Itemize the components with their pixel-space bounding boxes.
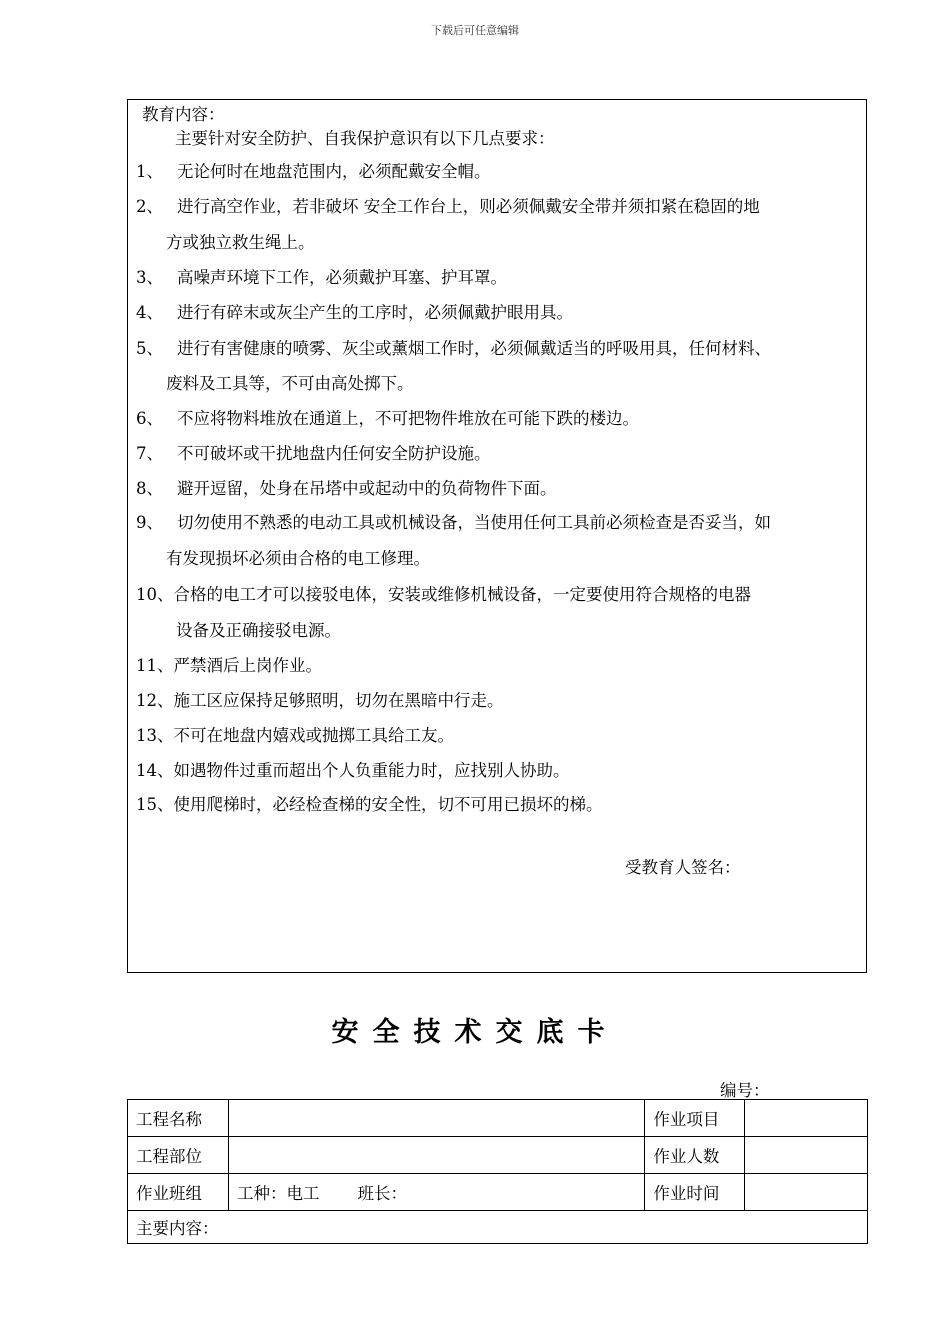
list-item	[136, 585, 751, 605]
item-number: 11、	[136, 656, 174, 675]
list-item	[136, 409, 639, 429]
card-title: 安全技术交底卡	[331, 1017, 619, 1048]
number-label: 编号：	[720, 1081, 770, 1100]
list-item	[136, 268, 507, 288]
worker-count-field[interactable]	[745, 1137, 868, 1174]
item-number: 5、	[136, 339, 163, 358]
item-text: 不可在地盘内嬉戏或抛掷工具给工友。	[173, 726, 454, 745]
list-item	[136, 162, 491, 182]
list-item	[136, 513, 771, 533]
table-row	[128, 1137, 868, 1174]
project-name-field[interactable]	[228, 1100, 644, 1137]
education-intro: 主要针对安全防护、自我保护意识有以下几点要求：	[175, 129, 555, 148]
item-number: 4、	[136, 303, 163, 322]
project-name-label: 工程名称	[128, 1100, 229, 1137]
list-item	[136, 761, 570, 781]
main-content-label: 主要内容：	[136, 1219, 219, 1238]
item-number: 7、	[136, 444, 163, 463]
item-number: 9、	[136, 513, 163, 532]
item-text: 如遇物件过重而超出个人负重能力时，应找别人协助。	[173, 761, 570, 780]
item-text: 合格的电工才可以接驳电体，安装或维修机械设备，一定要使用符合规格的电器	[173, 585, 751, 604]
item-text: 进行高空作业，若非破坏 安全工作台上，则必须佩戴安全带并须扣紧在稳固的地	[177, 197, 760, 216]
education-title: 教育内容：	[142, 105, 225, 124]
team-leader-label: 班长：	[357, 1184, 407, 1203]
item-continuation: 有发现损坏必须由合格的电工修理。	[166, 549, 430, 568]
item-text: 不可破坏或干扰地盘内任何安全防护设施。	[177, 444, 491, 463]
header-note: 下载后可任意编辑	[431, 24, 519, 37]
item-number: 12、	[136, 691, 174, 710]
item-number: 2、	[136, 197, 163, 216]
table-row	[128, 1100, 868, 1137]
main-content-field[interactable]	[128, 1211, 868, 1244]
item-text: 使用爬梯时，必经检查梯的安全性，切不可用已损坏的梯。	[173, 795, 603, 814]
table-row	[128, 1211, 868, 1244]
item-text: 不应将物料堆放在通道上，不可把物件堆放在可能下跌的楼边。	[177, 409, 639, 428]
list-item	[136, 656, 322, 676]
work-time-label: 作业时间	[645, 1174, 745, 1211]
item-text: 施工区应保持足够照明，切勿在黑暗中行走。	[173, 691, 504, 710]
list-item	[136, 795, 603, 815]
item-continuation: 废料及工具等，不可由高处掷下。	[166, 374, 414, 393]
worker-count-label: 作业人数	[645, 1137, 745, 1174]
item-number: 6、	[136, 409, 163, 428]
item-text: 严禁酒后上岗作业。	[173, 656, 322, 675]
trade-text: 工种：电工	[236, 1184, 320, 1203]
table-row	[128, 1174, 868, 1211]
work-item-label: 作业项目	[645, 1100, 745, 1137]
work-team-field[interactable]	[228, 1174, 644, 1211]
project-part-field[interactable]	[228, 1137, 644, 1174]
work-time-field[interactable]	[745, 1174, 868, 1211]
item-number: 1、	[136, 162, 163, 181]
list-item	[136, 691, 504, 711]
work-item-field[interactable]	[745, 1100, 868, 1137]
education-box	[127, 99, 867, 973]
item-text: 无论何时在地盘范围内，必须配戴安全帽。	[177, 162, 491, 181]
signature-label: 受教育人签名：	[625, 858, 741, 877]
item-text: 高噪声环境下工作，必须戴护耳塞、护耳罩。	[177, 268, 507, 287]
item-continuation: 设备及正确接驳电源。	[176, 621, 341, 640]
item-number: 15、	[136, 795, 174, 814]
disclosure-card-table	[127, 1099, 868, 1244]
list-item	[136, 726, 454, 746]
list-item	[136, 339, 771, 359]
item-number: 14、	[136, 761, 174, 780]
item-number: 10、	[136, 585, 174, 604]
list-item	[136, 444, 491, 464]
item-continuation: 方或独立救生绳上。	[166, 233, 315, 252]
work-team-label: 作业班组	[128, 1174, 229, 1211]
item-text: 避开逗留，处身在吊塔中或起动中的负荷物件下面。	[177, 479, 557, 498]
project-part-label: 工程部位	[128, 1137, 229, 1174]
item-number: 3、	[136, 268, 163, 287]
list-item	[136, 303, 573, 323]
item-text: 切勿使用不熟悉的电动工具或机械设备，当使用任何工具前必须检查是否妥当，如	[177, 513, 771, 532]
item-number: 8、	[136, 479, 163, 498]
item-text: 进行有害健康的喷雾、灰尘或薰烟工作时，必须佩戴适当的呼吸用具，任何材料、	[177, 339, 771, 358]
item-number: 13、	[136, 726, 174, 745]
item-text: 进行有碎末或灰尘产生的工序时，必须佩戴护眼用具。	[177, 303, 573, 322]
list-item	[136, 479, 557, 499]
list-item	[136, 197, 760, 217]
